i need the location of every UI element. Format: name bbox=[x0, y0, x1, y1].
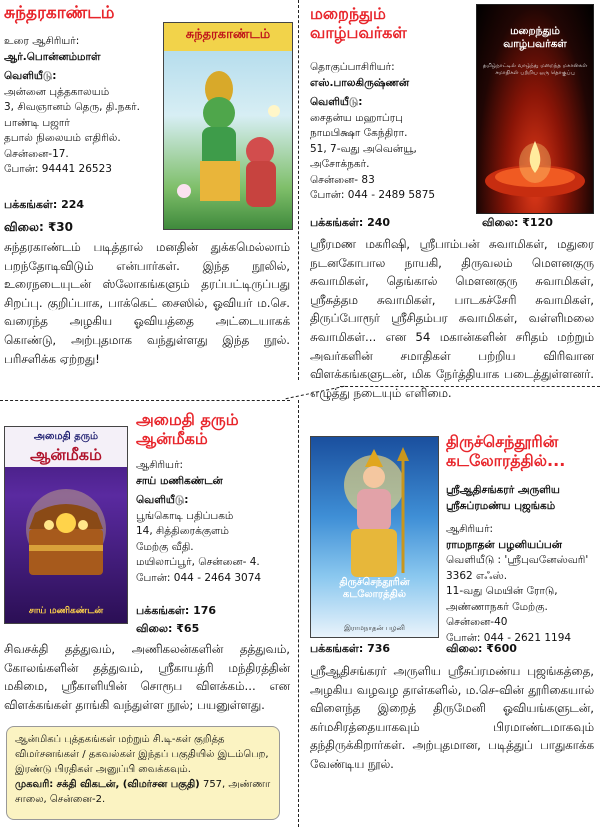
address-line: சென்னை-17. bbox=[4, 147, 69, 160]
book-title: சுந்தரகாண்டம் bbox=[4, 3, 115, 23]
book-meta bbox=[446, 522, 596, 646]
page-count: பக்கங்கள்: 224 bbox=[4, 198, 85, 211]
address-line: அசோக்நகர். bbox=[310, 158, 370, 170]
notice-address-name: சக்தி விகடன், (விமர்சன பகுதி) bbox=[56, 779, 200, 790]
book-description: ஸ்ரீஆதிசங்கரர் அருளிய ஸ்ரீசுப்ரமண்ய புஜங்கத்தை, அழகிய வழவழ தாள்களில், ம.செ-வின் தூரிகையால் விளைந்த இறைத் திருமேனி ஓவியங்களுடன், கர்மசிரத்தையாகவும் பிரமாண்டமாகவும் தந்திருக்கிறார்கள். அற்புதமான, படித்துப் பாதுகாக்க வேண்டிய நூல். bbox=[310, 664, 594, 771]
page-count: பக்கங்கள்: 176 bbox=[136, 604, 217, 617]
address-line: மேற்கு வீதி. bbox=[136, 540, 194, 553]
address-line: 3, சிவஞானம் தெரு, தி.நகர். bbox=[4, 101, 140, 113]
page-count: பக்கங்கள்: 240 bbox=[310, 216, 391, 229]
address-line: சென்னை- 83 bbox=[310, 173, 375, 186]
publisher-label: வெளியீடு : 'ஸ்ரீபுவனேஸ்வரி' bbox=[446, 554, 589, 566]
author-label: ஆசிரியர்: bbox=[136, 459, 184, 471]
publisher-label: வெளியீடு: bbox=[136, 494, 189, 506]
author-name: ஆர்.பொன்னம்மாள் bbox=[4, 50, 101, 63]
book-subtitle bbox=[446, 482, 560, 514]
address-line: 11-வது மெயின் ரோடு, bbox=[446, 585, 558, 597]
cover-title: சுந்தரகாண்டம் bbox=[185, 27, 271, 42]
cover-author: சாய் மணிகண்டன் bbox=[28, 606, 104, 616]
address-line: அண்ணாநகர் மேற்கு. bbox=[446, 600, 548, 613]
address-line: மயிலாப்பூர், சென்னை- 4. bbox=[136, 556, 260, 568]
murugan-illustration bbox=[311, 443, 438, 593]
address-line: 14, சித்திரைக்குளம் bbox=[136, 525, 229, 537]
phone: போன்: 044 - 2489 5875 bbox=[310, 189, 436, 201]
vertical-divider-bottom bbox=[298, 400, 299, 827]
horizontal-divider-left bbox=[0, 400, 290, 401]
cover-title: மறைந்தும் வாழ்பவர்கள் bbox=[503, 25, 567, 50]
book-meta bbox=[4, 34, 164, 178]
cover-author: இராமநாதன் பழனி bbox=[344, 624, 405, 632]
cover-title: திருச்செந்தூரின் கடலோரத்தில் bbox=[339, 577, 410, 600]
author-name: ராமநாதன் பழனியப்பன் bbox=[446, 538, 562, 551]
cover-title-top: அமைதி தரும் bbox=[33, 431, 99, 442]
author-label: தொகுப்பாசிரியர்: bbox=[310, 61, 395, 73]
rama-hanuman-illustration bbox=[164, 51, 292, 229]
address-line: சைதன்ய மஹாப்ரபு bbox=[310, 111, 403, 124]
address-line: பூங்கொடி பதிப்பகம் bbox=[136, 509, 234, 522]
book-description: சிவசக்தி தத்துவம், அணிகலன்களின் தத்துவம், கோலங்களின் தத்துவம், ஸ்ரீகாயத்ரி மந்திரத்தின் மகிமை, ஸ்ரீகாளியின் சொரூப விளக்கம்... என விளக்கங்கள் தாங்கி வந்துள்ள நூல்; பயனுள்ளது. bbox=[4, 642, 290, 712]
book-title-line: கடலோரத்தில்... bbox=[446, 451, 566, 470]
book-title-line: மறைந்தும் bbox=[310, 4, 386, 23]
treasure-chest-illustration bbox=[5, 473, 127, 603]
author-label: உரை ஆசிரியர்: bbox=[4, 35, 80, 47]
book-cover-image bbox=[310, 436, 439, 638]
book-title-line: ஆன்மீகம் bbox=[136, 429, 208, 448]
notice-text: ஆன்மிகப் புத்தகங்கள் மற்றும் சி.டி-கள் குறித்த விமர்சனங்கள் / தகவல்கள் இந்தப் பகுதியில் இடம்பெற, இரண்டு பிரதிகள் அனுப்பி வைக்கவும். bbox=[15, 734, 269, 775]
book-meta bbox=[310, 60, 480, 204]
book-title bbox=[446, 432, 565, 470]
book-title-line: அமைதி தரும் bbox=[136, 410, 239, 429]
publisher-label: வெளியீடு: bbox=[4, 70, 57, 82]
book-cover-image bbox=[163, 22, 293, 230]
book-description: சுந்தரகாண்டம் படித்தால் மனதின் துக்கமெல்லாம் பறந்தோடிவிடும் என்பார்கள். இந்த நூலில், உரைநடையுடன் ஸ்லோகங்களும் தரப்பட்டிருப்பது சிறப்பு. குறிப்பாக, பாக்கெட் சைஸில், ஓவியர் ம.செ. வரைந்த அழகிய ஓவியத்தை அட்டையாகக் கொண்டு, அற்புதமாக வந்துள்ளது இந்த நூல். பரிசளிக்க ஏற்றது! bbox=[4, 240, 290, 366]
author-name: எஸ்.பாலகிருஷ்ணன் bbox=[310, 76, 410, 89]
notice-box bbox=[6, 726, 280, 820]
address-line: 3362 எஃஸ். bbox=[446, 569, 508, 582]
notice-address-label: முகவரி: bbox=[15, 779, 54, 790]
oil-lamp-illustration bbox=[477, 123, 593, 213]
book-cover-image bbox=[476, 4, 594, 214]
book-subtitle-line: ஸ்ரீஆதிசங்கரர் அருளிய bbox=[446, 484, 560, 496]
phone: போன்: 044 - 2621 1194 bbox=[446, 631, 572, 644]
author-name: சாய் மணிகண்டன் bbox=[136, 474, 223, 487]
address-line: நாமபிக்ஷா கேந்திரா. bbox=[310, 127, 408, 139]
price: விலை: ₹120 bbox=[482, 216, 553, 229]
notice-address-rest: 757, அண்ணா சாலை, சென்னை-2. bbox=[15, 779, 271, 805]
address-line: பாண்டி பஜார் bbox=[4, 116, 70, 129]
book-cover-image bbox=[4, 426, 128, 624]
price: விலை: ₹600 bbox=[446, 642, 517, 655]
book-title-line: வாழ்பவர்கள் bbox=[310, 23, 407, 42]
book-title bbox=[310, 4, 407, 42]
page-count: பக்கங்கள்: 736 bbox=[310, 642, 391, 655]
price: விலை: ₹65 bbox=[136, 622, 200, 635]
phone: போன்: 94441 26523 bbox=[4, 163, 112, 175]
address-line: 51, 7-வது அவென்யூ, bbox=[310, 142, 417, 155]
phone: போன்: 044 - 2464 3074 bbox=[136, 571, 262, 584]
book-description: ஸ்ரீரமண மகரிஷி, ஸ்ரீபாம்பன் சுவாமிகள், மதுரை நடனகோபால நாயகி, திருவலம் மௌனகுரு சுவாமிகள், தெங்கால் மௌனகுரு சுவாமிகள், ஸ்ரீசுத்தம சுவாமிகள், பாடகச்சேரி சுவாமிகள், திருப்போரூர் ஸ்ரீசிதம்பர சுவாமிகள், வள்ளிமலை சுவாமிகள்... என 54 மகான்களின் சரிதம் மற்றும் அவர்களின் சமாதிகள் பற்றிய விரிவான விளக்கங்களுடன், மிக நேர்த்தியாக படைத்துள்ளனர். எழுத்து நடையும் எளிமை. bbox=[310, 237, 594, 400]
price: விலை: ₹30 bbox=[4, 220, 73, 234]
publisher-label: வெளியீடு: bbox=[310, 96, 363, 108]
cover-subtitle: தமிழ்நாட்டில் வாழ்ந்து மறைந்த மகான்கள் சமாதிகள் பற்றிய ஒரு தொகுப்பு bbox=[482, 63, 588, 76]
book-title-line: திருச்செந்தூரின் bbox=[446, 432, 559, 451]
address-line: சென்னை-40 bbox=[446, 616, 508, 628]
book-title bbox=[136, 410, 239, 448]
cover-title-main: ஆன்மீகம் bbox=[30, 445, 102, 464]
book-meta bbox=[136, 458, 296, 586]
address-line: அன்னை புத்தகாலயம் bbox=[4, 85, 110, 98]
vertical-divider-top bbox=[298, 0, 299, 380]
book-subtitle-line: ஸ்ரீசுப்ரமண்ய புஜங்கம் bbox=[446, 500, 556, 512]
author-label: ஆசிரியர்: bbox=[446, 523, 494, 535]
address-line: தபால் நிலையம் எதிரில். bbox=[4, 132, 121, 144]
